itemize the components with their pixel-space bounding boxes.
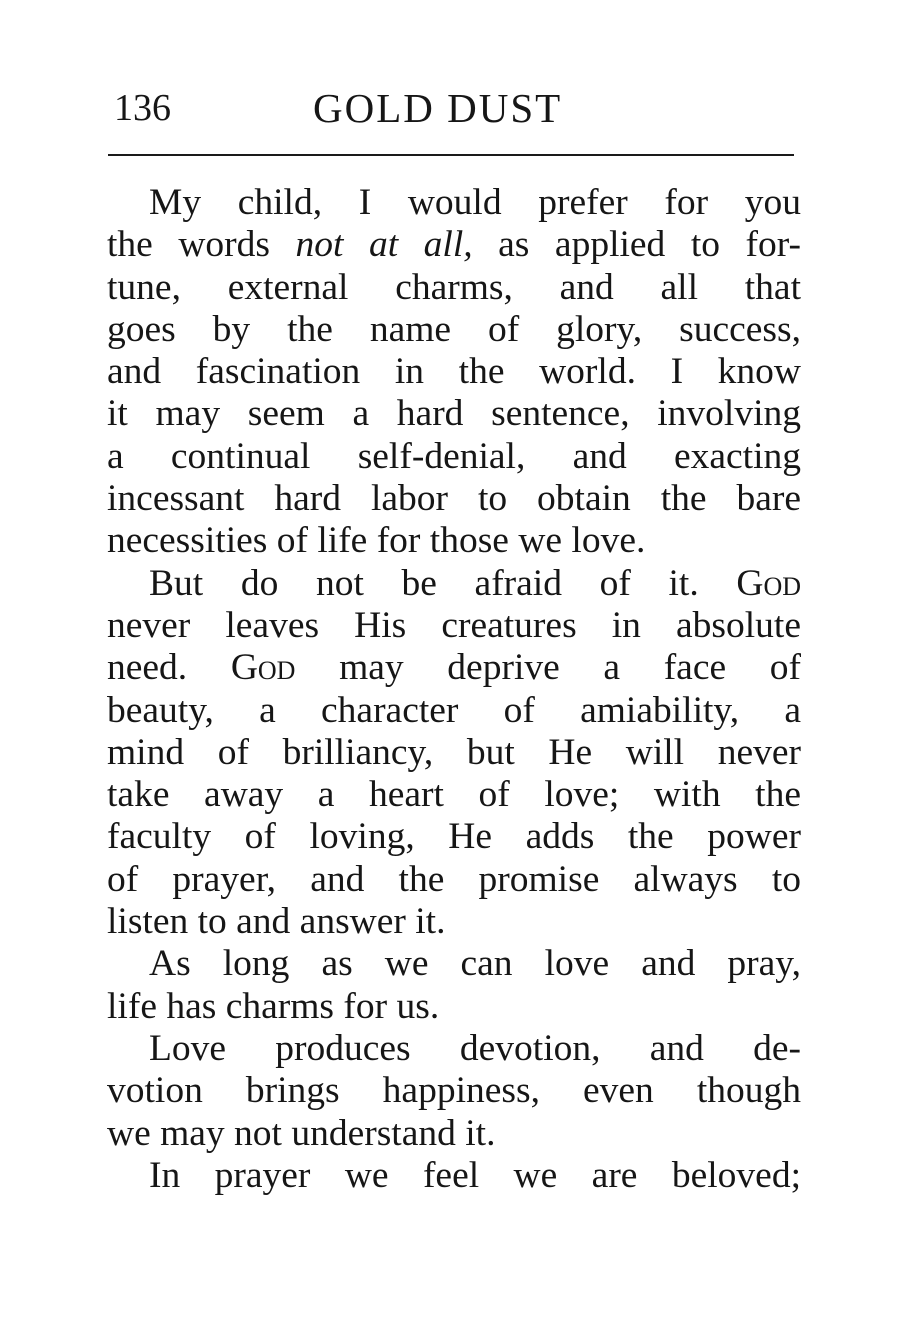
text-line: listen to and answer it. (107, 901, 446, 943)
text-line: necessities of life for those we love. (107, 520, 646, 562)
text-line: the words not at all, as applied to for- (107, 224, 801, 266)
text-line: tune, external charms, and all that (107, 266, 801, 308)
body-text (107, 182, 801, 1197)
italic-phrase: not at all, (295, 224, 473, 266)
text-line: faculty of loving, He adds the power (107, 816, 801, 858)
text-line: take away a heart of love; with the (107, 774, 801, 816)
text-line: need. God may deprive a face of (107, 647, 801, 689)
small-caps-word: God (736, 562, 801, 604)
text-line: votion brings happiness, even though (107, 1070, 801, 1112)
text-line: beauty, a character of amiability, a (107, 689, 801, 731)
page-number: 136 (114, 87, 171, 129)
text-line: never leaves His creatures in absolute (107, 604, 801, 646)
text-line: incessant hard labor to obtain the bare (107, 478, 801, 520)
small-caps-word: God (230, 647, 296, 689)
text-line: life has charms for us. (107, 985, 440, 1027)
text-line: My child, I would prefer for you (149, 182, 801, 223)
text-line: of prayer, and the promise always to (107, 858, 801, 900)
text-line: and fascination in the world. I know (107, 351, 801, 393)
text-line: a continual self-denial, and exacting (107, 435, 801, 477)
page-header (108, 82, 798, 138)
text-line: mind of brilliancy, but He will never (107, 731, 801, 773)
header-rule (108, 154, 794, 156)
text-line: In prayer we feel we are beloved; (149, 1154, 801, 1196)
text-line: goes by the name of glory, success, (107, 308, 801, 350)
text-line: As long as we can love and pray, (149, 943, 801, 985)
text-line: we may not understand it. (107, 1112, 496, 1154)
running-title: GOLD DUST (313, 85, 563, 131)
text-line: it may seem a hard sentence, involving (107, 393, 801, 435)
text-line: Love produces devotion, and de- (149, 1027, 801, 1069)
text-line: But do not be afraid of it. God (149, 562, 801, 604)
